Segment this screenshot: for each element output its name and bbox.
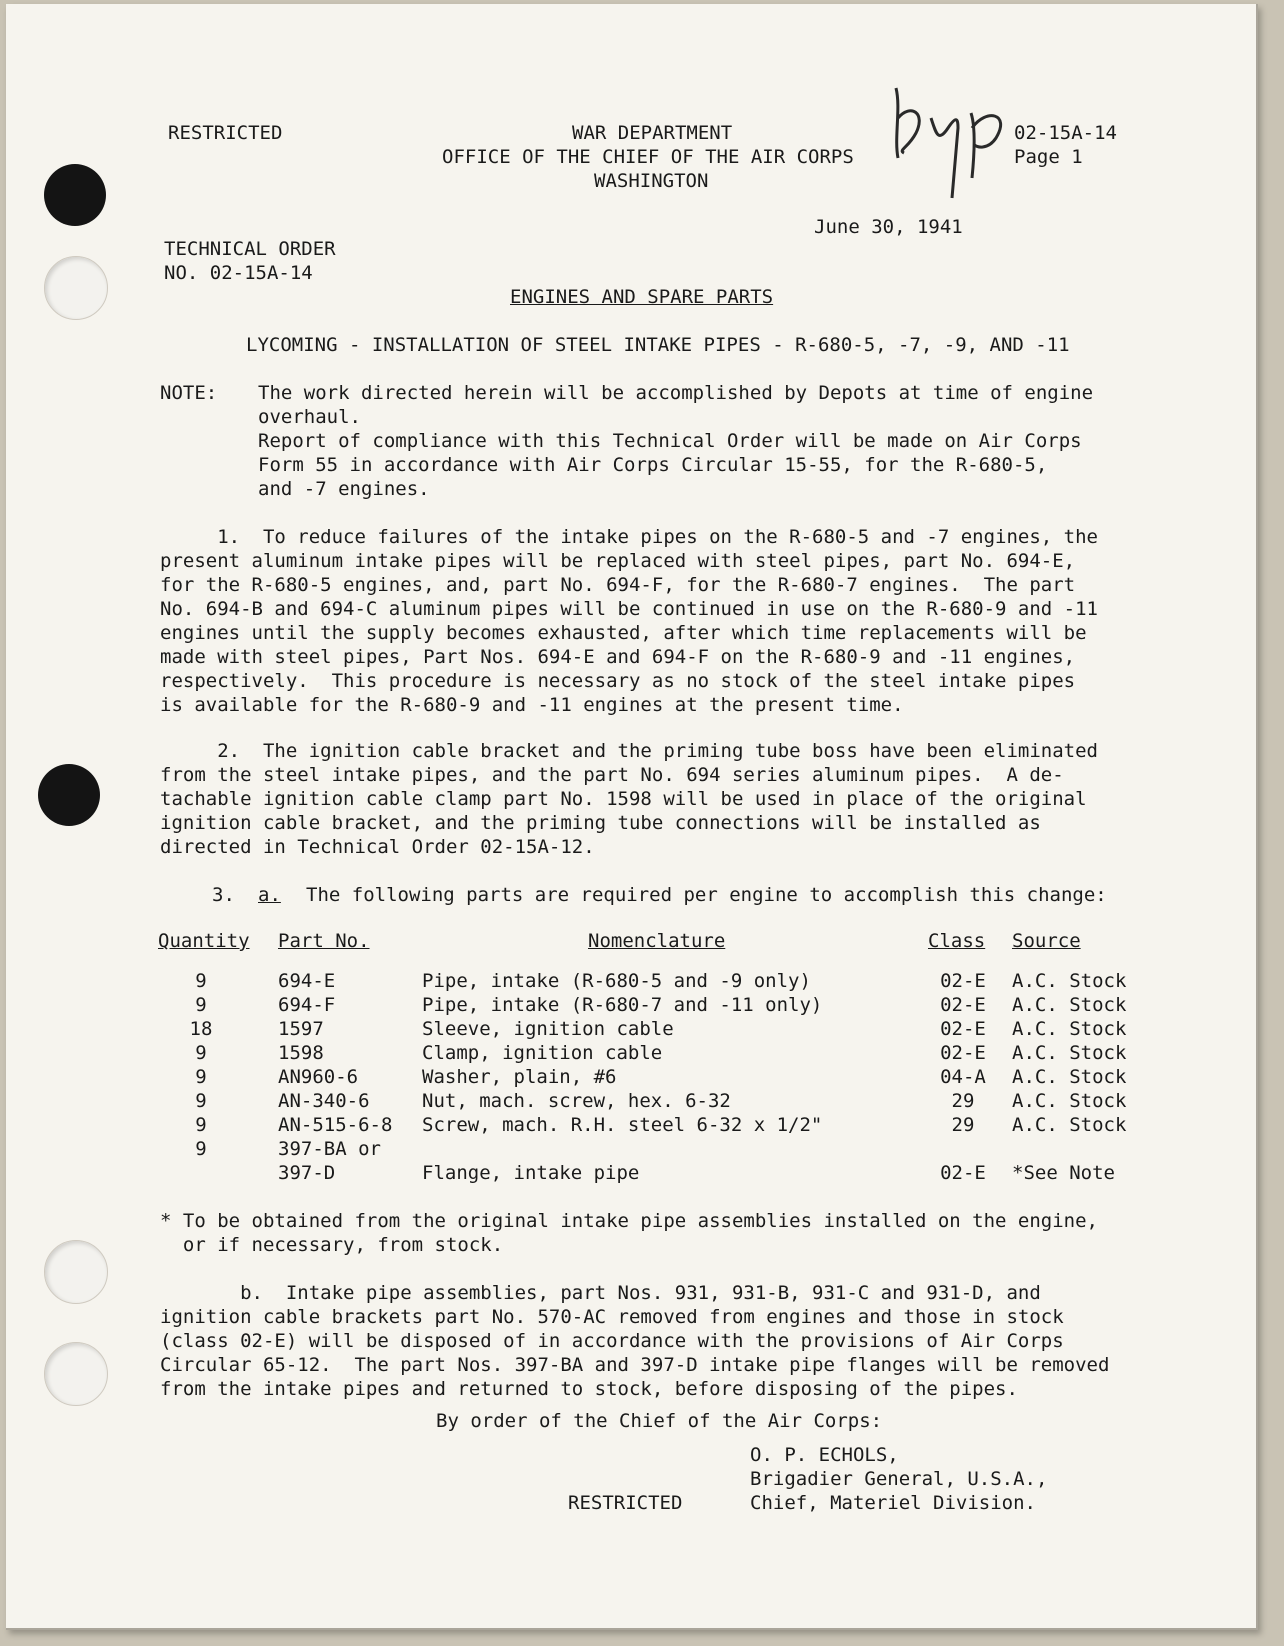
table-row bbox=[6, 1066, 1256, 1090]
signatory-rank: Brigadier General, U.S.A., bbox=[750, 1468, 1048, 1490]
paragraph-line: engines until the supply becomes exhausted, after which time replacements will be bbox=[160, 622, 1087, 644]
note-line: and -7 engines. bbox=[258, 478, 430, 500]
column-header-nomenclature: Nomenclature bbox=[588, 930, 726, 952]
source-cell: A.C. Stock bbox=[1012, 1018, 1127, 1040]
paragraph-line: present aluminum intake pipes will be replaced with steel pipes, part No. 694-E, bbox=[160, 550, 1076, 572]
class-cell: 29 bbox=[951, 1114, 975, 1136]
authority-line: By order of the Chief of the Air Corps: bbox=[436, 1410, 883, 1432]
punch-hole bbox=[44, 1342, 108, 1406]
class-cell: 29 bbox=[951, 1090, 975, 1112]
source-cell: A.C. Stock bbox=[1012, 970, 1127, 992]
paragraph-3a-letter: a. bbox=[258, 884, 281, 906]
nomenclature-cell: Pipe, intake (R-680-5 and -9 only) bbox=[422, 970, 811, 992]
note-line: The work directed herein will be accomplished by Depots at time of engine bbox=[258, 382, 1094, 404]
source-cell: A.C. Stock bbox=[1012, 994, 1127, 1016]
source-cell: A.C. Stock bbox=[1012, 1114, 1127, 1136]
punch-hole bbox=[44, 1240, 108, 1304]
source-cell: A.C. Stock bbox=[1012, 1090, 1127, 1112]
signatory-office: Chief, Materiel Division. bbox=[750, 1492, 1036, 1514]
footnote-line: * To be obtained from the original intake pipe assemblies installed on the engine, bbox=[160, 1210, 1098, 1232]
footnote-line: or if necessary, from stock. bbox=[160, 1234, 504, 1256]
table-row bbox=[6, 1018, 1256, 1042]
column-header-part-no: Part No. bbox=[278, 930, 370, 952]
restricted-marking-bottom: RESTRICTED bbox=[568, 1492, 683, 1514]
table-row bbox=[6, 1042, 1256, 1066]
class-cell: 02-E bbox=[940, 1018, 986, 1040]
nomenclature-cell: Screw, mach. R.H. steel 6-32 x 1/2" bbox=[422, 1114, 823, 1136]
table-row bbox=[6, 1162, 1256, 1186]
paragraph-3a-text: The following parts are required per engine to accomplish this change: bbox=[306, 884, 1107, 906]
handwritten-mark bbox=[876, 58, 1026, 208]
quantity-cell: 18 bbox=[189, 1018, 213, 1040]
technical-order-label: TECHNICAL ORDER bbox=[164, 238, 336, 260]
quantity-cell: 9 bbox=[195, 1138, 207, 1160]
paragraph-line: from the intake pipes and returned to stock, before disposing of the pipes. bbox=[160, 1378, 1018, 1400]
nomenclature-cell: Flange, intake pipe bbox=[422, 1162, 640, 1184]
quantity-cell: 9 bbox=[195, 1090, 207, 1112]
note-line: Report of compliance with this Technical Order will be made on Air Corps bbox=[258, 430, 1082, 452]
part-no-cell: AN-340-6 bbox=[278, 1090, 370, 1112]
part-no-cell: 1597 bbox=[278, 1018, 324, 1040]
document-number: 02-15A-14 bbox=[1014, 122, 1117, 144]
class-cell: 02-E bbox=[940, 994, 986, 1016]
part-no-cell: 397-D bbox=[278, 1162, 336, 1184]
part-no-cell: 694-F bbox=[278, 994, 336, 1016]
subject-heading: ENGINES AND SPARE PARTS bbox=[510, 286, 774, 308]
paragraph-line: directed in Technical Order 02-15A-12. bbox=[160, 836, 595, 858]
paragraph-3-number: 3. bbox=[212, 884, 235, 906]
paragraph-line: respectively. This procedure is necessary as no stock of the steel intake pipes bbox=[160, 670, 1076, 692]
parts-table bbox=[6, 930, 1256, 1190]
part-no-cell: 1598 bbox=[278, 1042, 324, 1064]
office-location: WASHINGTON bbox=[594, 170, 709, 192]
column-header-quantity: Quantity bbox=[158, 930, 250, 952]
note-line: overhaul. bbox=[258, 406, 361, 428]
quantity-cell: 9 bbox=[195, 970, 207, 992]
paragraph-line: Circular 65-12. The part Nos. 397-BA and 397-D intake pipe flanges will be removed bbox=[160, 1354, 1110, 1376]
table-row bbox=[6, 970, 1256, 994]
class-cell: 02-E bbox=[940, 1162, 986, 1184]
source-cell: A.C. Stock bbox=[1012, 1042, 1127, 1064]
paragraph-line: ignition cable brackets part No. 570-AC removed from engines and those in stock bbox=[160, 1306, 1064, 1328]
paragraph-line: b. Intake pipe assemblies, part Nos. 931, 931-B, 931-C and 931-D, and bbox=[160, 1282, 1041, 1304]
quantity-cell: 9 bbox=[195, 994, 207, 1016]
paragraph-line: made with steel pipes, Part Nos. 694-E and 694-F on the R-680-9 and -11 engines, bbox=[160, 646, 1076, 668]
document-title: LYCOMING - INSTALLATION OF STEEL INTAKE PIPES - R-680-5, -7, -9, AND -11 bbox=[246, 334, 1070, 356]
part-no-cell: 694-E bbox=[278, 970, 336, 992]
punch-hole bbox=[44, 164, 106, 226]
department-name: WAR DEPARTMENT bbox=[572, 122, 733, 144]
nomenclature-cell: Washer, plain, #6 bbox=[422, 1066, 617, 1088]
class-cell: 02-E bbox=[940, 1042, 986, 1064]
class-cell: 04-A bbox=[940, 1066, 986, 1088]
column-header-source: Source bbox=[1012, 930, 1081, 952]
source-cell: *See Note bbox=[1012, 1162, 1115, 1184]
paragraph-line: 2. The ignition cable bracket and the priming tube boss have been eliminated bbox=[160, 740, 1098, 762]
source-cell: A.C. Stock bbox=[1012, 1066, 1127, 1088]
table-row bbox=[6, 1138, 1256, 1162]
class-cell: 02-E bbox=[940, 970, 986, 992]
nomenclature-cell: Nut, mach. screw, hex. 6-32 bbox=[422, 1090, 731, 1112]
paragraph-line: is available for the R-680-9 and -11 engines at the present time. bbox=[160, 694, 904, 716]
punch-hole bbox=[44, 256, 108, 320]
paragraph-line: ignition cable bracket, and the priming tube connections will be installed as bbox=[160, 812, 1041, 834]
part-no-cell: 397-BA or bbox=[278, 1138, 381, 1160]
quantity-cell: 9 bbox=[195, 1066, 207, 1088]
page-number: Page 1 bbox=[1014, 146, 1083, 168]
note-label: NOTE: bbox=[160, 382, 218, 404]
issue-date: June 30, 1941 bbox=[814, 216, 963, 238]
technical-order-number: NO. 02-15A-14 bbox=[164, 262, 313, 284]
part-no-cell: AN960-6 bbox=[278, 1066, 359, 1088]
paragraph-line: from the steel intake pipes, and the part No. 694 series aluminum pipes. A de- bbox=[160, 764, 1064, 786]
paragraph-line: for the R-680-5 engines, and, part No. 694-F, for the R-680-7 engines. The part bbox=[160, 574, 1076, 596]
restricted-marking-top: RESTRICTED bbox=[168, 122, 283, 144]
quantity-cell: 9 bbox=[195, 1042, 207, 1064]
paragraph-line: 1. To reduce failures of the intake pipes on the R-680-5 and -7 engines, the bbox=[160, 526, 1098, 548]
nomenclature-cell: Clamp, ignition cable bbox=[422, 1042, 663, 1064]
quantity-cell: 9 bbox=[195, 1114, 207, 1136]
table-row bbox=[6, 1114, 1256, 1138]
paragraph-line: (class 02-E) will be disposed of in accordance with the provisions of Air Corps bbox=[160, 1330, 1064, 1352]
note-line: Form 55 in accordance with Air Corps Circular 15-55, for the R-680-5, bbox=[258, 454, 1048, 476]
punch-hole bbox=[38, 764, 100, 826]
nomenclature-cell: Sleeve, ignition cable bbox=[422, 1018, 674, 1040]
table-row bbox=[6, 1090, 1256, 1114]
column-header-class: Class bbox=[928, 930, 986, 952]
table-header-row bbox=[6, 930, 1256, 954]
office-name: OFFICE OF THE CHIEF OF THE AIR CORPS bbox=[442, 146, 854, 168]
paragraph-line: tachable ignition cable clamp part No. 1598 will be used in place of the original bbox=[160, 788, 1087, 810]
paragraph-line: No. 694-B and 694-C aluminum pipes will be continued in use on the R-680-9 and -11 bbox=[160, 598, 1098, 620]
signatory-name: O. P. ECHOLS, bbox=[750, 1444, 899, 1466]
table-row bbox=[6, 994, 1256, 1018]
nomenclature-cell: Pipe, intake (R-680-7 and -11 only) bbox=[422, 994, 823, 1016]
part-no-cell: AN-515-6-8 bbox=[278, 1114, 393, 1136]
document-page bbox=[6, 4, 1258, 1630]
